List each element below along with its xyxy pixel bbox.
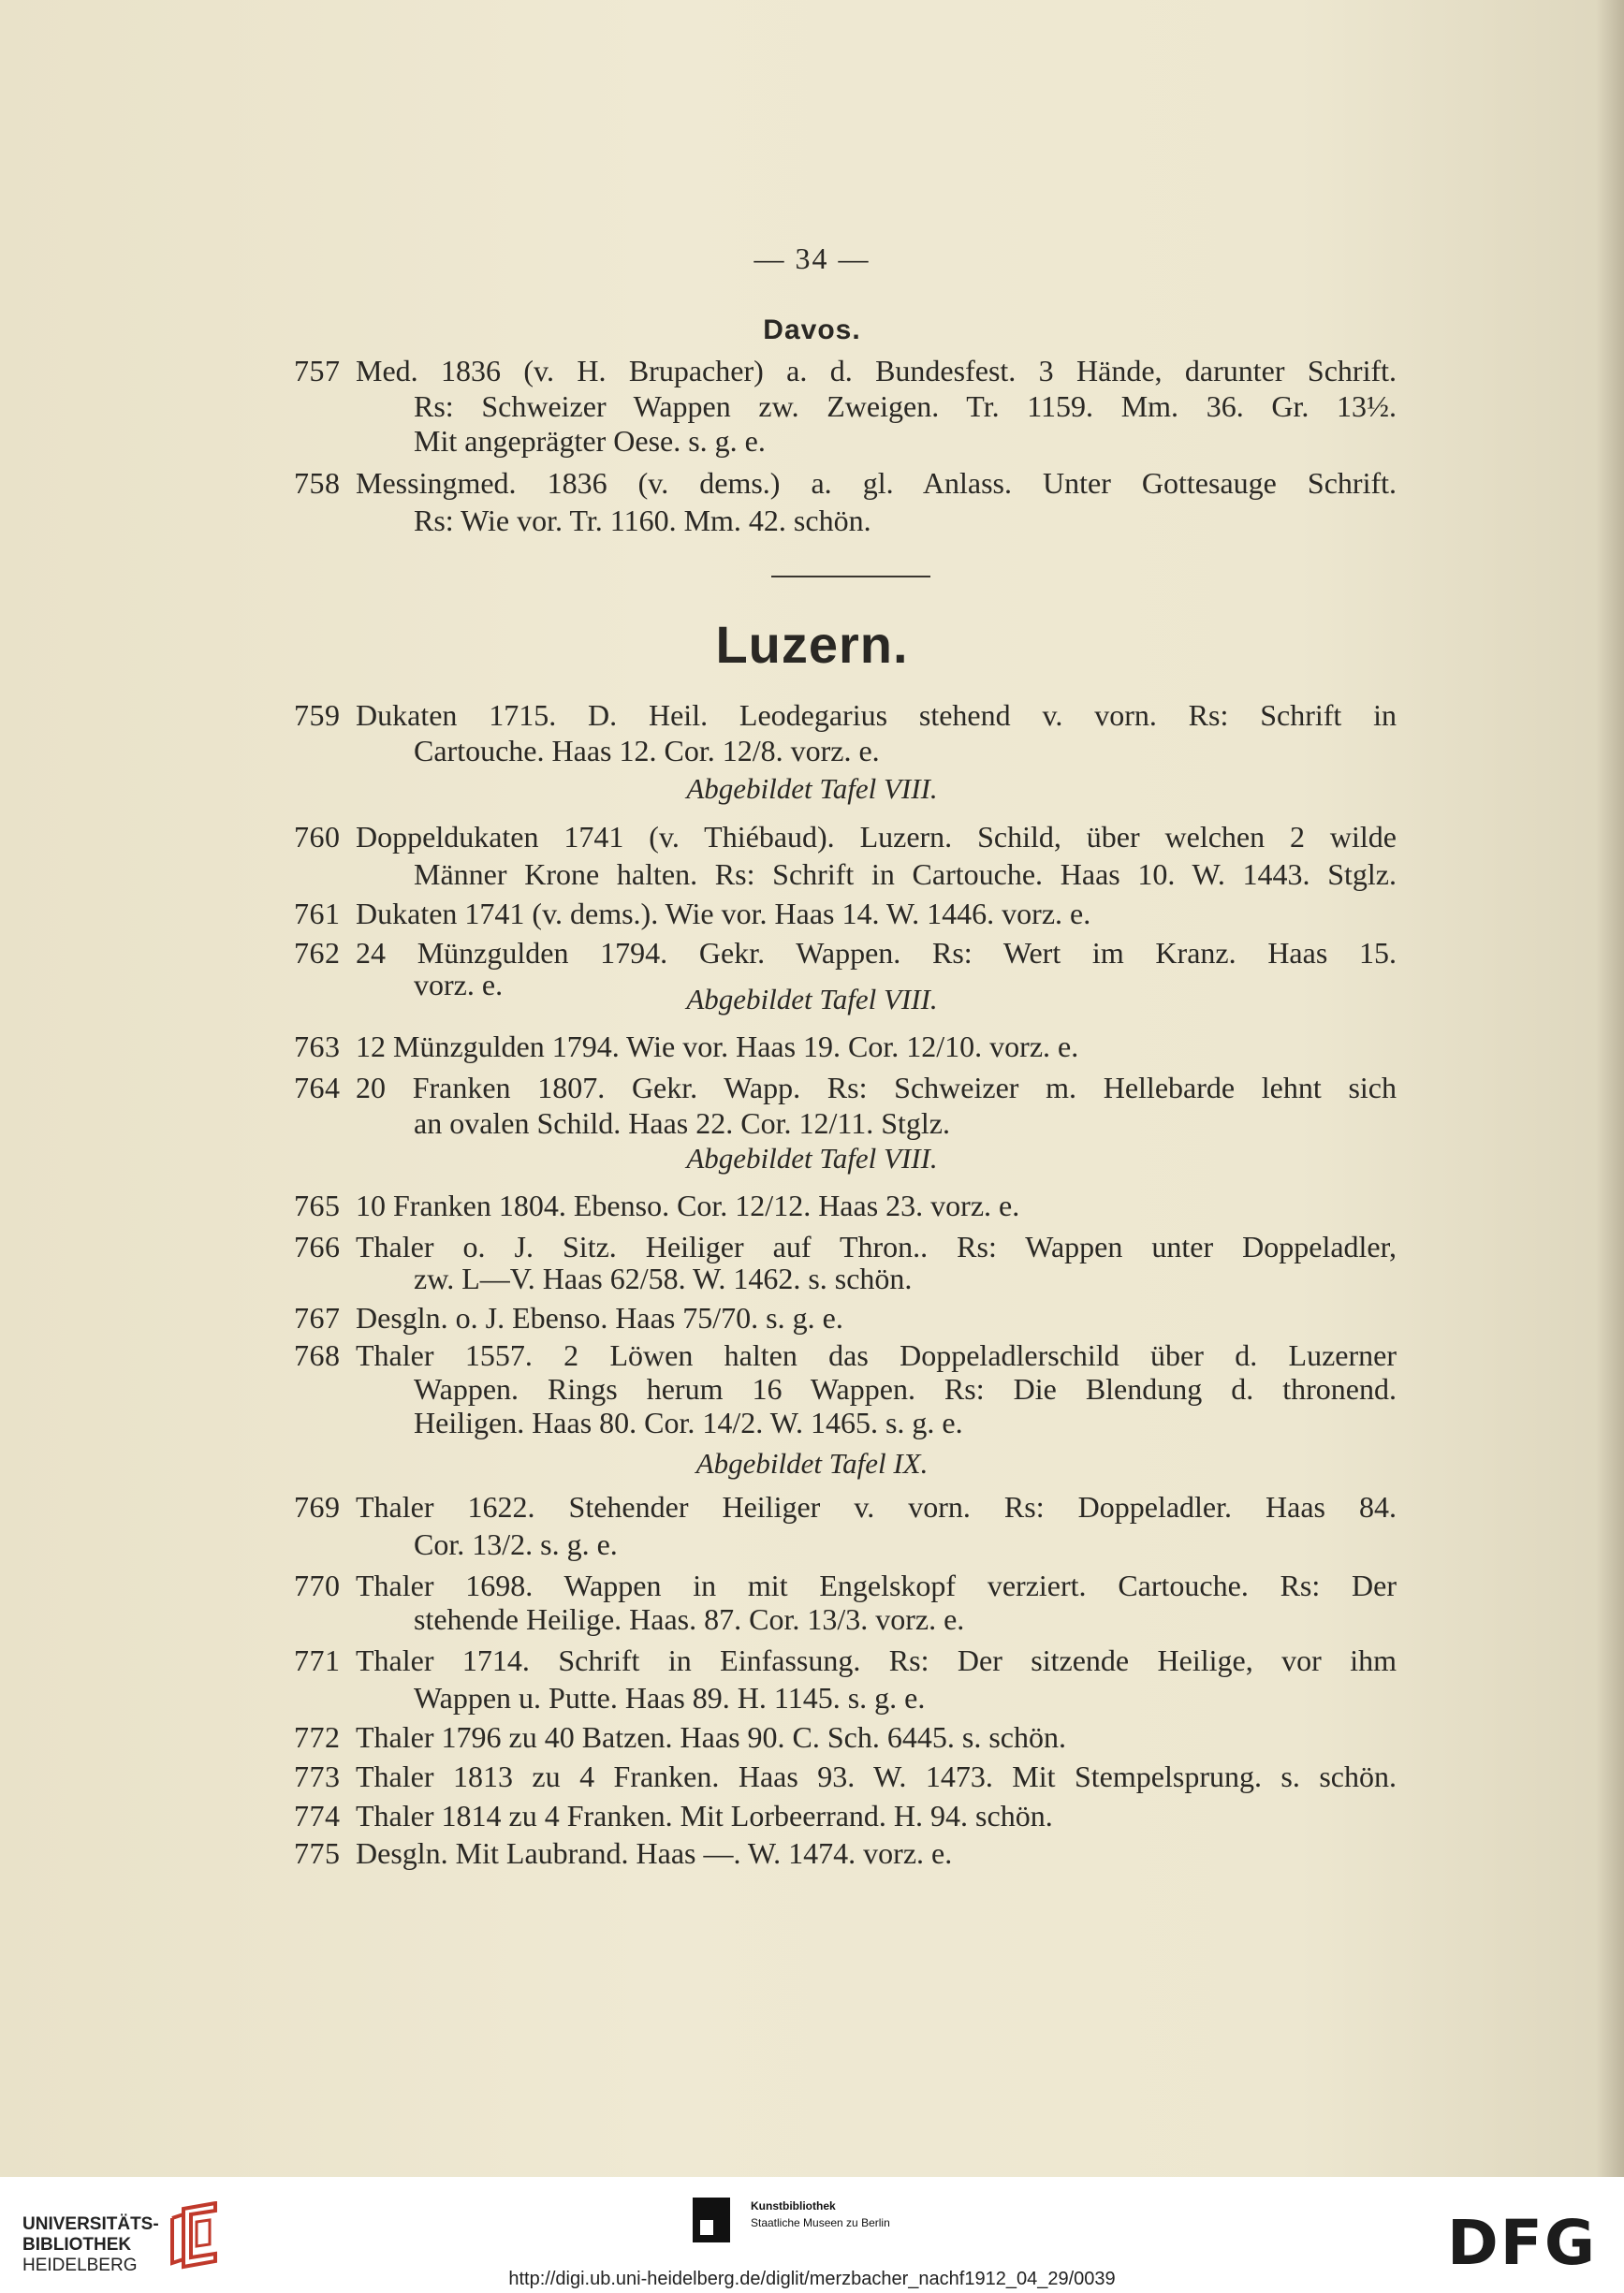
entry-text: Wappen. Rings herum 16 Wappen. Rs: Die Blendung d. thronend. [414, 1372, 1397, 1406]
entry-continuation [0, 502, 1624, 539]
entry-text: Heiligen. Haas 80. Cor. 14/2. W. 1465. s. g. e. [414, 1406, 963, 1439]
entry-text: Mit angeprägter Oese. s. g. e. [414, 424, 766, 458]
entry-text: Cartouche. Haas 12. Cor. 12/8. vorz. e. [414, 734, 880, 767]
list-item [0, 1642, 1624, 1679]
entry-text: Thaler 1813 zu 4 Franken. Haas 93. W. 1473. Mit Stempelsprung. s. schön. [356, 1760, 1397, 1793]
entry-text: an ovalen Schild. Haas 22. Cor. 12/11. Stglz. [414, 1106, 950, 1140]
kb-line-2: Staatliche Museen zu Berlin [751, 2216, 890, 2229]
entry-text: Thaler 1622. Stehender Heiliger v. vorn. Rs: Doppeladler. Haas 84. [356, 1490, 1397, 1524]
page-number: — 34 — [753, 241, 871, 275]
entry-number: 762 [294, 936, 341, 970]
plate-reference: Abgebildet Tafel VIII. [686, 1142, 938, 1175]
entry-number: 767 [294, 1301, 341, 1335]
section-divider [771, 576, 930, 577]
entry-text: vorz. e. [414, 968, 504, 1001]
entry-continuation [0, 1679, 1624, 1716]
entry-number: 763 [294, 1030, 341, 1063]
entry-number: 766 [294, 1230, 341, 1263]
list-item [0, 1187, 1624, 1224]
list-item [0, 1069, 1624, 1106]
entry-text: Thaler 1698. Wappen in mit Engelskopf verziert. Cartouche. Rs: Der [356, 1569, 1397, 1602]
entry-continuation [0, 1600, 1624, 1638]
ub-line-3: HEIDELBERG [22, 2256, 138, 2275]
entry-continuation [0, 1104, 1624, 1142]
entry-continuation [0, 422, 1624, 460]
entry-number: 770 [294, 1569, 341, 1602]
entry-text: Rs: Wie vor. Tr. 1160. Mm. 42. schön. [414, 504, 871, 537]
list-item [0, 895, 1624, 932]
list-item [0, 1758, 1624, 1795]
entry-text: Thaler 1557. 2 Löwen halten das Doppeladlerschild über d. Luzerner [356, 1338, 1397, 1372]
entry-number: 758 [294, 466, 341, 500]
ub-line-2: BIBLIOTHEK [22, 2235, 132, 2255]
entry-text: 10 Franken 1804. Ebenso. Cor. 12/12. Haas 23. vorz. e. [356, 1189, 1020, 1222]
list-item [0, 1797, 1624, 1834]
entry-number: 771 [294, 1643, 341, 1677]
ub-line-1: UNIVERSITÄTS- [22, 2214, 159, 2234]
entry-text: Thaler 1814 zu 4 Franken. Mit Lorbeerrand. H. 94. schön. [356, 1799, 1053, 1833]
entry-number: 759 [294, 698, 341, 732]
list-item [0, 696, 1624, 734]
entry-text: 12 Münzgulden 1794. Wie vor. Haas 19. Cor. 12/10. vorz. e. [356, 1030, 1079, 1063]
section-heading-luzern: Luzern. [715, 615, 909, 674]
list-item [0, 1028, 1624, 1065]
list-item [0, 1299, 1624, 1336]
entry-text: Rs: Schweizer Wappen zw. Zweigen. Tr. 1159. Mm. 36. Gr. 13½. [414, 389, 1397, 423]
kunstbibliothek-text [751, 2198, 890, 2231]
section-heading-davos: Davos. [763, 314, 861, 345]
entry-continuation [0, 1370, 1624, 1408]
entry-text: Desgln. o. J. Ebenso. Haas 75/70. s. g. e. [356, 1301, 843, 1335]
entry-number: 773 [294, 1760, 341, 1793]
entry-number: 774 [294, 1799, 341, 1833]
entry-continuation [0, 732, 1624, 769]
dfg-logo: DFG [1447, 2207, 1598, 2279]
entry-number: 760 [294, 820, 341, 854]
footer-bar [0, 2177, 1624, 2293]
kunstbibliothek-logo-icon [693, 2198, 730, 2242]
entry-continuation [0, 855, 1624, 893]
entry-text: 24 Münzgulden 1794. Gekr. Wappen. Rs: Wert im Kranz. Haas 15. [356, 936, 1397, 970]
list-item [0, 464, 1624, 502]
entry-text: Cor. 13/2. s. g. e. [414, 1527, 618, 1561]
entry-number: 764 [294, 1071, 341, 1104]
entry-text: Med. 1836 (v. H. Brupacher) a. d. Bundesfest. 3 Hände, darunter Schrift. [356, 354, 1397, 387]
entry-continuation [0, 1526, 1624, 1563]
entry-text: Doppeldukaten 1741 (v. Thiébaud). Luzern. Schild, über welchen 2 wilde [356, 820, 1397, 854]
ub-heidelberg-logo-icon [165, 2201, 227, 2271]
entry-number: 765 [294, 1189, 341, 1222]
list-item [0, 1488, 1624, 1526]
entry-text: Thaler 1714. Schrift in Einfassung. Rs: Der sitzende Heilige, vor ihm [356, 1643, 1397, 1677]
entry-text: zw. L—V. Haas 62/58. W. 1462. s. schön. [414, 1262, 913, 1295]
list-item [0, 818, 1624, 855]
entry-number: 768 [294, 1338, 341, 1372]
entry-text: Wappen u. Putte. Haas 89. H. 1145. s. g. e. [414, 1681, 926, 1715]
list-item [0, 352, 1624, 389]
entry-text: Dukaten 1741 (v. dems.). Wie vor. Haas 14. W. 1446. vorz. e. [356, 897, 1091, 930]
permalink-url[interactable]: http://digi.ub.uni-heidelberg.de/diglit/merzbacher_nachf1912_04_29/0039 [508, 2269, 1116, 2289]
entry-text: stehende Heilige. Haas. 87. Cor. 13/3. vorz. e. [414, 1602, 965, 1636]
ub-heidelberg-logo-text [22, 2214, 159, 2276]
list-item [0, 1718, 1624, 1756]
kb-line-1: Kunstbibliothek [751, 2199, 836, 2213]
entry-number: 772 [294, 1720, 341, 1754]
entry-number: 775 [294, 1836, 341, 1870]
plate-reference: Abgebildet Tafel IX. [695, 1447, 929, 1480]
entry-continuation [0, 1404, 1624, 1441]
plate-reference: Abgebildet Tafel VIII. [686, 983, 938, 1015]
list-item [0, 1336, 1624, 1374]
entry-continuation [0, 387, 1624, 425]
entry-text: Thaler o. J. Sitz. Heiliger auf Thron.. Rs: Wappen unter Doppeladler, [356, 1230, 1397, 1263]
entry-number: 761 [294, 897, 341, 930]
list-item [0, 1567, 1624, 1604]
entry-text: Männer Krone halten. Rs: Schrift in Cartouche. Haas 10. W. 1443. Stglz. [414, 857, 1397, 891]
entry-text: 20 Franken 1807. Gekr. Wapp. Rs: Schweizer m. Hellebarde lehnt sich [356, 1071, 1397, 1104]
entry-number: 769 [294, 1490, 341, 1524]
entry-text: Desgln. Mit Laubrand. Haas —. W. 1474. vorz. e. [356, 1836, 953, 1870]
entry-text: Dukaten 1715. D. Heil. Leodegarius stehend v. vorn. Rs: Schrift in [356, 698, 1397, 732]
plate-reference: Abgebildet Tafel VIII. [686, 772, 938, 805]
entry-continuation [0, 1260, 1624, 1297]
entry-text: Thaler 1796 zu 40 Batzen. Haas 90. C. Sch. 6445. s. schön. [356, 1720, 1066, 1754]
entry-number: 757 [294, 354, 341, 387]
list-item [0, 1834, 1624, 1872]
entry-text: Messingmed. 1836 (v. dems.) a. gl. Anlass. Unter Gottesauge Schrift. [356, 466, 1397, 500]
